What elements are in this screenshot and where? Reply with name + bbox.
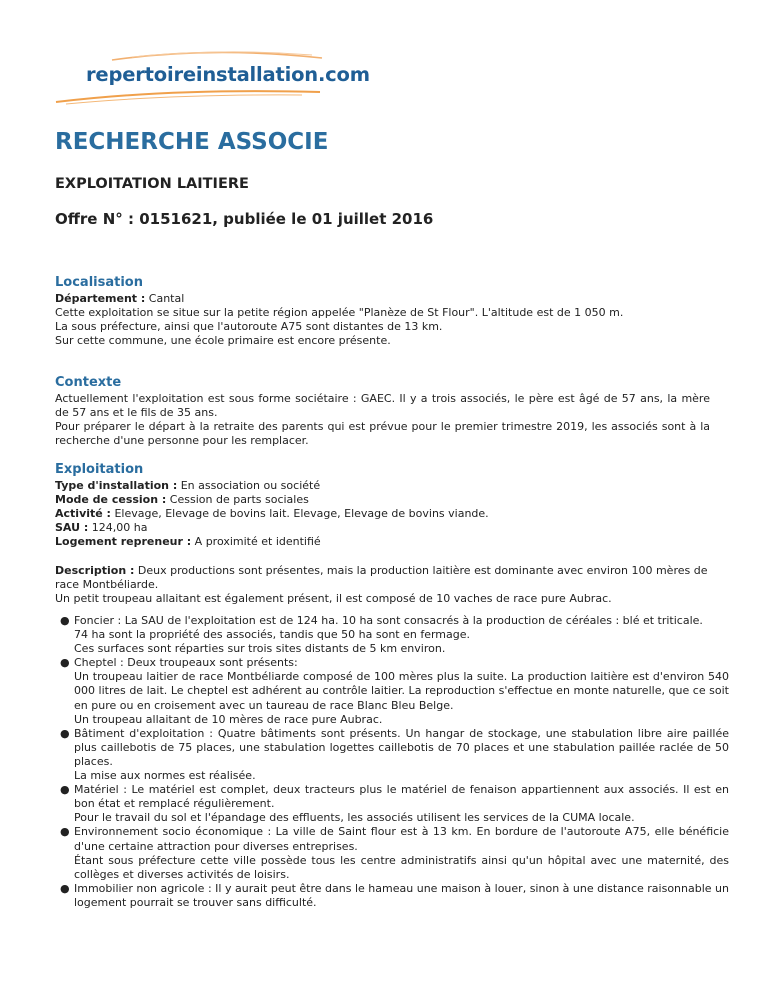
list-item: ● Foncier : La SAU de l'exploitation est de 124 ha. 10 ha sont consacrés à la production de céréales : blé et triticale. 74 ha sont la propriété des associés, tandis que 50 ha sont en fermage. Ces surfaces sont réparties sur trois sites distants de 5 km environ. xyxy=(60,614,703,656)
field-value: En association ou société xyxy=(180,479,321,492)
localisation-line: Sur cette commune, une école primaire est encore présente. xyxy=(55,334,391,348)
field-row xyxy=(55,479,710,493)
description-line: Un petit troupeau allaitant est également présent, il est composé de 10 vaches de race pure Aubrac. xyxy=(55,592,612,606)
logo-text: repertoireinstallation.com xyxy=(86,63,370,86)
field-label: Activité : xyxy=(55,507,111,521)
localisation-line: La sous préfecture, ainsi que l'autoroute A75 sont distantes de 13 km. xyxy=(55,320,443,334)
field-value: Elevage, Elevage de bovins lait. Elevage, Elevage de bovins viande. xyxy=(114,507,489,521)
localisation-line: Cette exploitation se situe sur la petite région appelée "Planèze de St Flour". L'altitude est de 1 050 m. xyxy=(55,306,624,320)
offer-line: Offre N° : 0151621, publiée le 01 juillet 2016 xyxy=(55,210,434,228)
section-heading-localisation: Localisation xyxy=(55,275,143,290)
field-row xyxy=(55,507,710,521)
list-item: ● Cheptel : Deux troupeaux sont présents: Un troupeau laitier de race Montbéliarde composé de 100 mères plus la suite. La production laitière est d'environ 540 000 litres de lait. Le cheptel est adhérent au contrôle laitier. La reproduction s'effectue en monte naturelle, que ce soit en pure ou en croisement avec un taureau de race Blanc Bleu Belge. Un troupeau allaitant de 10 mères de race pure Aubrac. xyxy=(60,656,729,726)
list-item: ● Matériel : Le matériel est complet, deux tracteurs plus le matériel de fenaison appartiennent aux associés. Il est en bon état et remplacé régulièrement. Pour le travail du sol et l'épandage des effluents, les associés utilisent les services de la CUMA locale. xyxy=(60,783,729,825)
description-value: Deux productions sont présentes, mais la production laitière est dominante avec environ 100 mères de race Montbéliarde. xyxy=(55,564,708,592)
site-logo[interactable] xyxy=(52,48,370,108)
description-paragraph xyxy=(55,564,710,592)
page-title: RECHERCHE ASSOCIE xyxy=(55,129,329,155)
bullet-icon: ● xyxy=(60,881,70,895)
listing-subtitle: EXPLOITATION LAITIERE xyxy=(55,176,249,192)
bullet-icon: ● xyxy=(60,783,70,797)
description-label: Description : xyxy=(55,564,135,577)
departement-label: Département : xyxy=(55,292,146,305)
description-block xyxy=(55,564,710,606)
departement-value: Cantal xyxy=(148,292,185,305)
list-item: ● Environnement socio économique : La ville de Saint flour est à 13 km. En bordure de l'autoroute A75, elle bénéficie d'une certaine attraction pour diverses entreprises. Étant sous préfecture cette ville possède tous les centre administratifs ainsi qu'un hôpital avec une maternité, des collèges et diverses activités de loisirs. xyxy=(60,825,729,881)
section-localisation xyxy=(55,275,710,348)
field-row xyxy=(55,535,710,549)
field-label: Mode de cession : xyxy=(55,493,167,507)
bullet-icon: ● xyxy=(60,614,70,627)
section-heading-contexte: Contexte xyxy=(55,375,122,390)
section-exploitation xyxy=(55,462,710,549)
field-value: A proximité et identifié xyxy=(194,535,321,549)
section-contexte xyxy=(55,375,710,448)
field-value: 124,00 ha xyxy=(91,521,148,535)
list-item: ● Bâtiment d'exploitation : Quatre bâtiments sont présents. Un hangar de stockage, une stabulation libre aire paillée plus caillebotis de 75 places, une stabulation logettes caillebotis de 70 places et une stabulation paillée raclée de 50 places. La mise aux normes est réalisée. xyxy=(60,726,729,783)
bullet-icon: ● xyxy=(60,726,70,740)
field-value: Cession de parts sociales xyxy=(169,493,309,507)
bullet-icon: ● xyxy=(60,656,70,670)
field-label: Type d'installation : xyxy=(55,479,178,492)
contexte-paragraph: Pour préparer le départ à la retraite des parents qui est prévue pour le premier trimestre 2019, les associés sont à la recherche d'une personne pour les remplacer. xyxy=(55,420,710,448)
field-label: Logement repreneur : xyxy=(55,535,192,549)
section-heading-exploitation: Exploitation xyxy=(55,462,144,477)
list-item: ● Immobilier non agricole : Il y aurait peut être dans le hameau une maison à louer, sinon à une distance raisonnable un logement pourrait se trouver sans difficulté. xyxy=(60,881,729,909)
field-label: SAU : xyxy=(55,521,89,535)
details-list xyxy=(55,614,729,910)
field-row xyxy=(55,521,710,535)
field-row xyxy=(55,493,710,507)
bullet-icon: ● xyxy=(60,825,70,839)
contexte-paragraph: Actuellement l'exploitation est sous forme sociétaire : GAEC. Il y a trois associés, le père est âgé de 57 ans, la mère de 57 ans et le fils de 35 ans. xyxy=(55,392,710,420)
departement-line xyxy=(55,292,710,306)
